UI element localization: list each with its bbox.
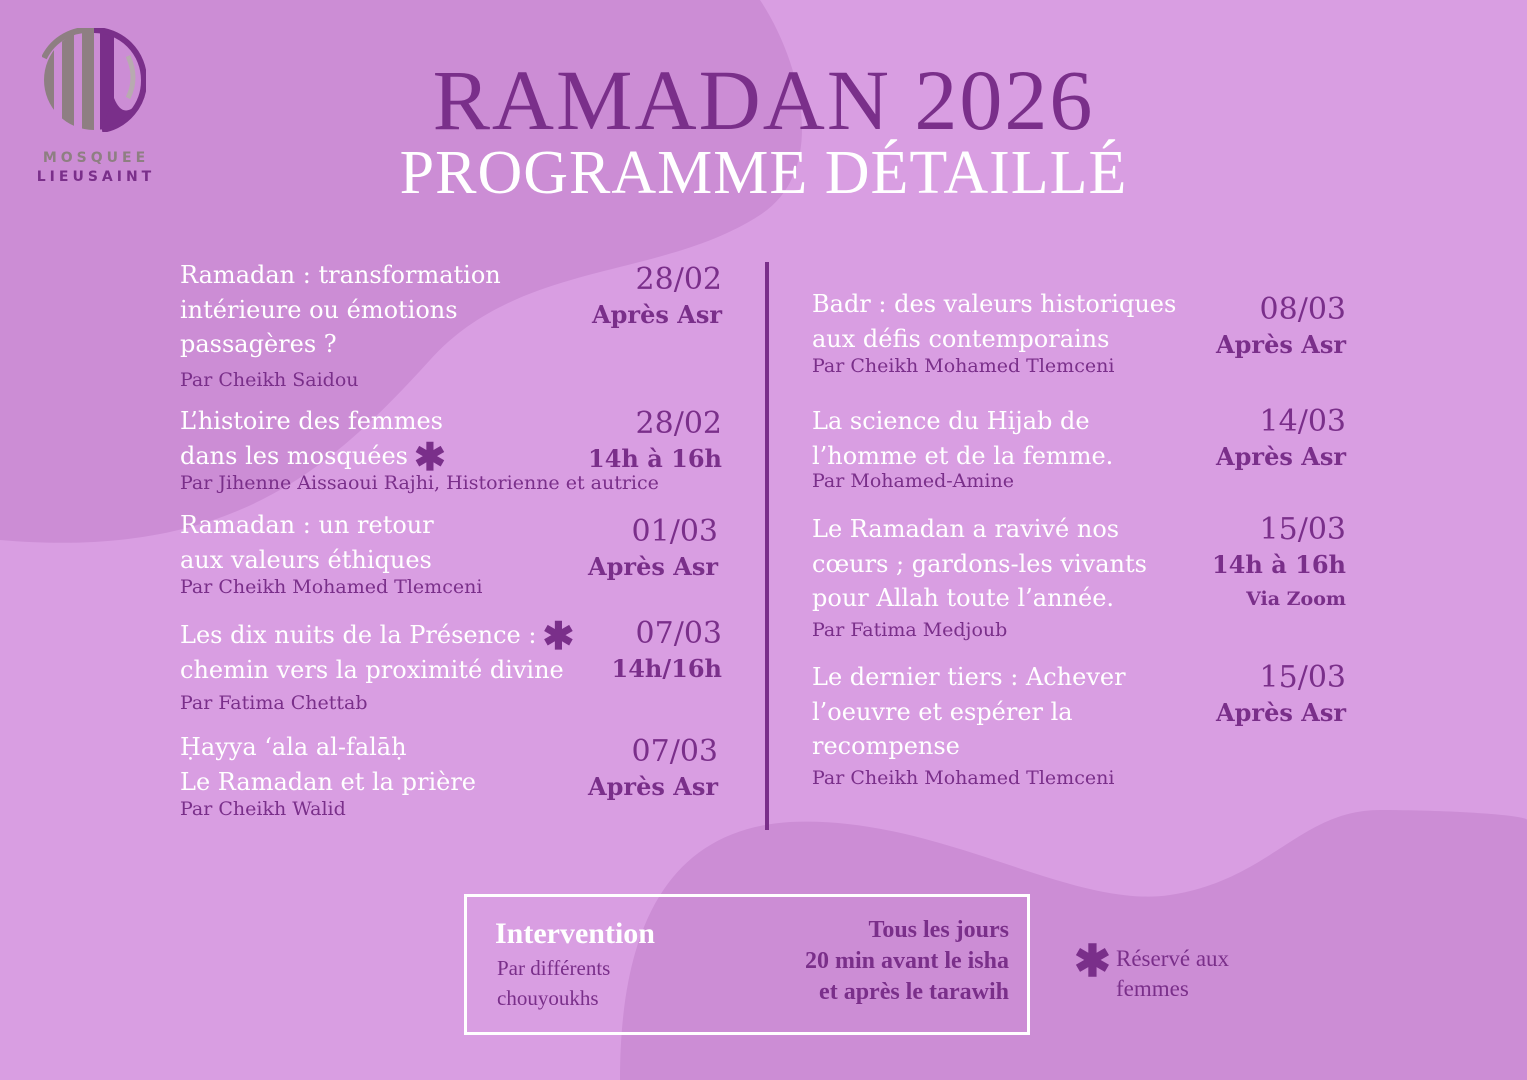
women-only-star-icon: ✱ [1074,937,1111,986]
event-title: La science du Hijab de l’homme et de la femme. [812,407,1114,470]
event-date: 08/03 [1259,292,1346,327]
event-location-zoom: Via Zoom [1246,588,1346,610]
event-speaker: Par Cheikh Walid [180,798,346,820]
event-schedule [560,406,722,476]
event-item [812,287,1232,380]
event-schedule [1186,292,1346,362]
event-item [180,613,620,717]
event-speaker: Par Cheikh Mohamed Tlemceni [812,766,1115,789]
event-speaker: Par Fatima Chettab [180,692,368,714]
event-date: 07/03 [635,616,722,651]
event-item [812,512,1212,644]
event-time: Après Asr [592,300,722,329]
event-title: Ḥayya ‘ala al-falāḥ Le Ramadan et la prière [180,733,477,796]
page-title: RAMADAN 2026 [432,52,1095,148]
event-item [180,508,600,601]
event-time: Après Asr [1216,698,1346,727]
event-title: Le Ramadan a ravivé nos cœurs ; gardons-les vivants pour Allah toute l’année. [812,515,1147,612]
event-date: 14/03 [1259,404,1346,439]
event-time: 14h à 16h [588,444,722,473]
event-speaker: Par Cheikh Mohamed Tlemceni [180,576,483,598]
event-schedule [556,734,718,804]
event-item [812,404,1212,495]
event-date: 28/02 [635,406,722,441]
event-date: 01/03 [631,514,718,549]
event-schedule [1186,404,1346,474]
event-speaker: Par Fatima Medjoub [812,618,1008,641]
event-speaker: Par Cheikh Mohamed Tlemceni [812,355,1115,377]
event-time: Après Asr [588,772,718,801]
event-title: Les dix nuits de la Présence : ✱ chemin vers la proximité divine [180,613,575,684]
event-date: 28/02 [635,262,722,297]
event-time: Après Asr [1216,442,1346,471]
event-speaker: Par Mohamed-Amine [812,470,1014,492]
legend-text: Réservé aux femmes [1116,946,1230,1001]
event-title: Ramadan : transformation intérieure ou émotions passagères ? [180,261,501,358]
column-divider [765,262,769,830]
logo-text-lieusaint: LIEUSAINT [36,169,156,185]
women-only-star-icon: ✱ [413,433,446,479]
intervention-title: Intervention [495,917,655,950]
page-subtitle: PROGRAMME DÉTAILLÉ [399,139,1128,207]
event-time: 14h à 16h [1212,550,1346,579]
event-time: Après Asr [1216,330,1346,359]
event-schedule [556,514,718,584]
event-item [180,730,600,823]
event-time: 14h/16h [611,654,722,683]
event-item [180,258,600,394]
event-title: Le dernier tiers : Achever l’oeuvre et espérer la recompense [812,663,1126,760]
intervention-speakers: Par différents chouyoukhs [497,956,611,1010]
event-schedule [600,616,722,686]
logo-text-mosquee: MOSQUEE [42,150,150,166]
event-speaker: Par Cheikh Saidou [180,368,359,391]
event-title: L’histoire des femmes dans les mosquées ✱ [180,407,446,479]
event-title: Badr : des valeurs historiques aux défis contemporains [812,290,1177,353]
event-date: 07/03 [631,734,718,769]
event-time: Après Asr [588,552,718,581]
event-date: 15/03 [1259,512,1346,547]
event-title: Ramadan : un retour aux valeurs éthiques [180,511,434,574]
event-schedule [1186,512,1346,616]
event-speaker: Par Jihenne Aissaoui Rajhi, Historienne et autrice [180,472,659,494]
event-item [812,660,1212,792]
women-only-star-icon: ✱ [542,613,575,658]
event-schedule [560,262,722,332]
intervention-schedule: Tous les jours 20 min avant le isha et après le tarawih [804,917,1009,1005]
event-date: 15/03 [1259,660,1346,695]
intervention-box [464,894,1030,1035]
event-schedule [1186,660,1346,730]
